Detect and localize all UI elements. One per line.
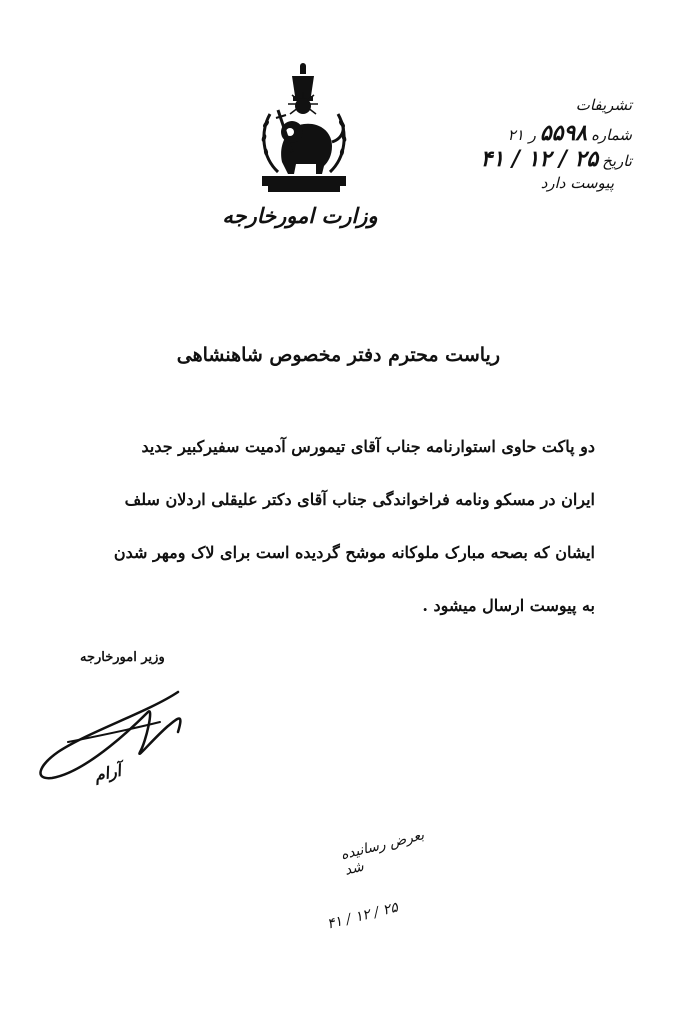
ministry-name: وزارت امورخارجه	[222, 203, 378, 228]
salutation: ریاست محترم دفتر مخصوص شاهنشاهی	[176, 344, 500, 366]
body-line: به پیوست ارسال میشود .	[422, 596, 595, 615]
body-line: ایشان که بصحه مبارک ملوکانه موشح گردیده است برای لاک ومهر شدن	[113, 543, 595, 562]
handwritten-note	[310, 826, 446, 933]
reference-attachment: پیوست دارد	[540, 174, 614, 192]
reference-number-label: شماره	[591, 126, 632, 144]
reference-date-label: تاریخ	[602, 152, 632, 170]
reference-number-line	[457, 120, 632, 146]
body-line: دو پاکت حاوی استوارنامه جناب آقای تیمورس آدمیت سفیرکبیر جدید	[141, 437, 595, 456]
reference-number-suffix: ر ۲۱	[507, 126, 536, 144]
reference-attachment-line	[457, 174, 632, 192]
note-date: ۲۵ / ۱۲ / ۴۱	[325, 899, 400, 933]
lion-and-sun-emblem	[248, 62, 358, 197]
reference-block	[457, 96, 632, 192]
letter-body	[95, 432, 595, 644]
closing-title: وزیر امورخارجه	[80, 650, 165, 665]
signature-name: آرام	[92, 760, 123, 786]
reference-date-value: ۲۵ / ۱۲ / ۴۱	[480, 146, 599, 172]
reference-department: تشریفات	[575, 96, 632, 114]
reference-date-line	[457, 146, 632, 172]
body-line: ایران در مسکو ونامه فراخواندگی جناب آقای دکتر علیقلی اردلان سلف	[124, 490, 595, 509]
reference-number-value: ۵۵۹۸	[539, 120, 588, 146]
reference-department-line	[457, 96, 632, 114]
note-line: بعرض رسانیده شد	[339, 827, 426, 879]
